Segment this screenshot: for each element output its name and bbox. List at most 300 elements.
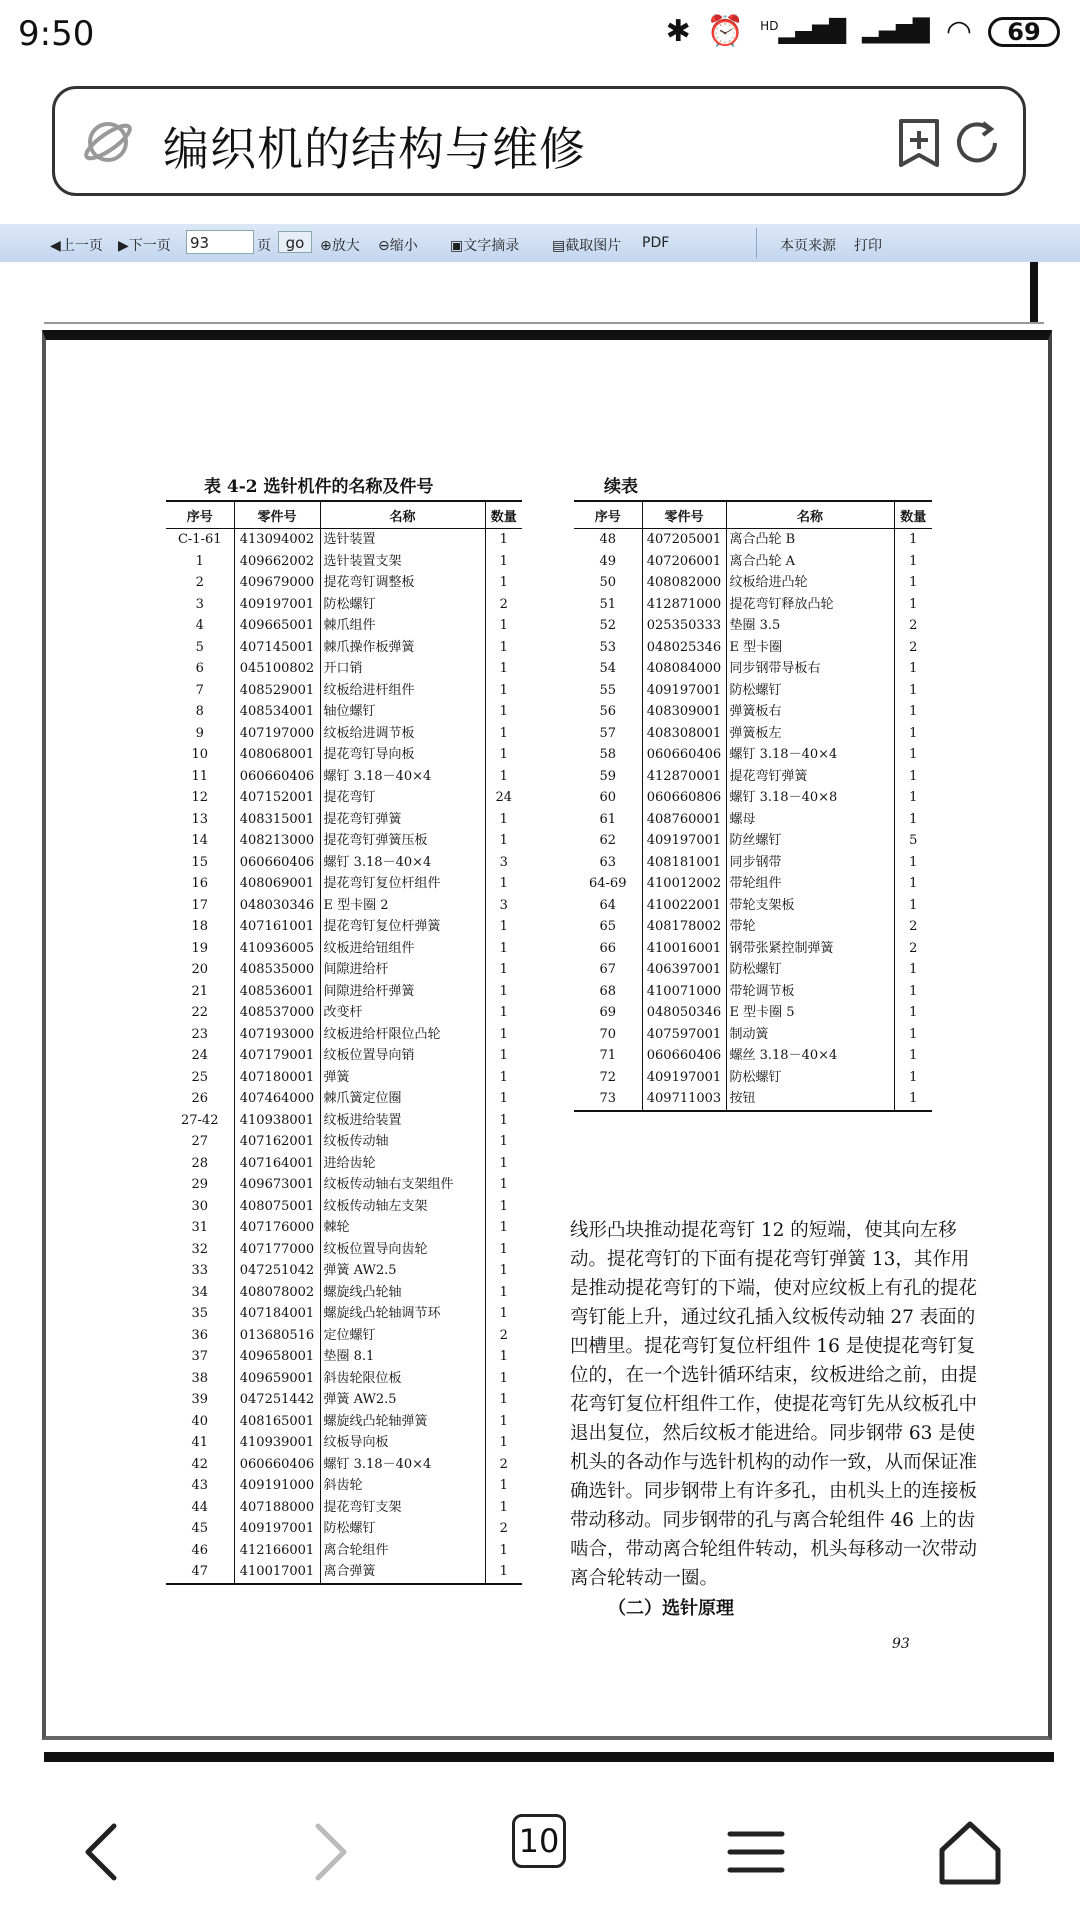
capture-image-button[interactable]: ▤截取图片 xyxy=(552,238,622,254)
row-index: 8 xyxy=(195,704,204,719)
row-index: 43 xyxy=(191,1478,209,1493)
cellular-signal-icon: $^{HD}$▂▄▆█ xyxy=(760,18,847,45)
toolbar-divider xyxy=(756,228,757,258)
row-part-number: 412166001 xyxy=(234,1540,320,1562)
status-icons xyxy=(666,14,1060,49)
row-quantity: 1 xyxy=(485,1497,522,1519)
row-part-number: 408537000 xyxy=(234,1002,320,1024)
col-header-name: 名称 xyxy=(726,501,894,529)
row-index: 19 xyxy=(191,940,209,956)
table-row xyxy=(574,701,932,723)
row-part-number: 408165001 xyxy=(234,1411,320,1433)
row-quantity: 1 xyxy=(485,809,522,831)
table-row xyxy=(574,744,932,766)
row-index: 27-42 xyxy=(181,1112,219,1128)
row-index: 30 xyxy=(191,1198,209,1214)
table-row xyxy=(574,1088,932,1111)
table-row xyxy=(574,594,932,616)
row-quantity: 1 xyxy=(485,1067,522,1089)
row-quantity: 1 xyxy=(894,809,932,831)
row-name: 垫圈 3.5 xyxy=(726,615,894,637)
row-name: 斜齿轮 xyxy=(320,1475,485,1497)
row-index: 71 xyxy=(599,1048,617,1063)
row-part-number: 408178002 xyxy=(642,916,726,938)
row-index: 72 xyxy=(599,1069,617,1085)
row-quantity: 3 xyxy=(485,895,522,917)
row-name: 同步钢带导板右 xyxy=(726,658,894,680)
row-index: 52 xyxy=(599,618,617,633)
row-name: 提花弯钉释放凸轮 xyxy=(726,594,894,616)
row-part-number: 013680516 xyxy=(234,1325,320,1347)
table-row xyxy=(166,1024,522,1046)
row-part-number: 045100802 xyxy=(234,658,320,680)
row-part-number: 408760001 xyxy=(642,809,726,831)
row-quantity: 1 xyxy=(894,1067,932,1089)
row-index: 33 xyxy=(191,1263,209,1278)
table-row xyxy=(166,1518,522,1540)
row-index: 38 xyxy=(191,1370,209,1386)
row-index: 42 xyxy=(191,1456,209,1472)
row-index: 25 xyxy=(191,1069,209,1085)
row-quantity: 1 xyxy=(894,529,932,551)
row-name: 弹簧板右 xyxy=(726,701,894,723)
row-part-number: 408082000 xyxy=(642,572,726,594)
row-index: 4 xyxy=(195,618,204,633)
table-row xyxy=(574,766,932,788)
col-header-qty: 数量 xyxy=(485,501,522,529)
row-part-number: 060660406 xyxy=(642,744,726,766)
table-row xyxy=(574,723,932,745)
back-icon[interactable] xyxy=(66,1812,146,1892)
row-name: 螺钉 3.18－40×4 xyxy=(320,1454,485,1476)
table-row xyxy=(166,1088,522,1110)
row-part-number: 048025346 xyxy=(642,637,726,659)
row-name: 改变杆 xyxy=(320,1002,485,1024)
row-name: 防松螺钉 xyxy=(726,680,894,702)
row-part-number: 409191000 xyxy=(234,1475,320,1497)
zoom-in-button[interactable]: ⊕放大 xyxy=(320,238,360,254)
body-paragraph: 线形凸块推动提花弯钉 12 的短端，使其向左移动。提花弯钉的下面有提花弯钉弹簧 13，其作用是推动提花弯钉的下端，使对应纹板上有孔的提花弯钉能上升，通过纹孔插入纹板传动轴 27 表面的凹槽里。提花弯钉复位杆组件 16 是使提花弯钉复位的，在一个选针循环结束，纹板进给之前，由提花弯钉复位杆组件工作，使提花弯钉先从纹板孔中退出复位，然后纹板才能进给。同步钢带 63 是使机头的各动作与选针机构的动作一致，从而保证准确选针。同步钢带上有许多孔，由机头上的连接板带动移动。同步钢带的孔与离合轮组件 46 上的齿啮合，带动离合轮组件转动，机头每移动一次带动离合轮转动一圈。 xyxy=(570,1220,978,1589)
row-name: 提花弯钉弹簧 xyxy=(726,766,894,788)
row-part-number: 407177000 xyxy=(234,1239,320,1261)
table-row xyxy=(166,1110,522,1132)
table-row xyxy=(166,1260,522,1282)
table-row xyxy=(166,1454,522,1476)
row-quantity: 1 xyxy=(894,1024,932,1046)
row-quantity: 1 xyxy=(485,723,522,745)
refresh-icon[interactable] xyxy=(949,115,1005,171)
row-quantity: 1 xyxy=(894,701,932,723)
row-part-number: 409711003 xyxy=(642,1088,726,1111)
row-part-number: 409197001 xyxy=(642,680,726,702)
row-name: 按钮 xyxy=(726,1088,894,1111)
row-quantity: 1 xyxy=(485,766,522,788)
table-row xyxy=(574,658,932,680)
row-quantity: 3 xyxy=(485,852,522,874)
row-index: 49 xyxy=(599,553,617,569)
row-quantity: 2 xyxy=(485,1325,522,1347)
row-index: 5 xyxy=(195,639,204,655)
row-index: 59 xyxy=(599,768,617,784)
table-row xyxy=(574,959,932,981)
table-row xyxy=(166,981,522,1003)
row-part-number: 407464000 xyxy=(234,1088,320,1110)
table-row xyxy=(574,895,932,917)
row-index: 55 xyxy=(599,682,617,698)
row-index: 29 xyxy=(191,1177,209,1192)
row-quantity: 1 xyxy=(485,1024,522,1046)
page-unit-label: 页 xyxy=(257,238,271,254)
table-continued-caption: 续表 xyxy=(604,477,638,497)
menu-icon[interactable] xyxy=(716,1812,796,1892)
next-page-button[interactable]: ▶下一页 xyxy=(118,238,171,254)
row-part-number: 410938001 xyxy=(234,1110,320,1132)
row-name: 纹板进给钮组件 xyxy=(320,938,485,960)
table-row xyxy=(166,658,522,680)
row-quantity: 1 xyxy=(485,981,522,1003)
row-index: 11 xyxy=(191,768,209,784)
row-part-number: 410016001 xyxy=(642,938,726,960)
row-name: 纹板导向板 xyxy=(320,1432,485,1454)
row-quantity: 1 xyxy=(485,637,522,659)
row-quantity: 1 xyxy=(894,787,932,809)
row-index: 12 xyxy=(191,790,209,805)
row-quantity: 1 xyxy=(485,1131,522,1153)
home-icon[interactable] xyxy=(930,1812,1010,1892)
table-row xyxy=(166,1217,522,1239)
url-bar[interactable] xyxy=(52,86,1026,196)
row-index: 47 xyxy=(166,1561,234,1584)
row-quantity: 1 xyxy=(894,551,932,573)
row-name: 制动簧 xyxy=(726,1024,894,1046)
row-index: 54 xyxy=(599,661,617,676)
wifi-icon: ◠ xyxy=(945,14,972,49)
table-row xyxy=(574,852,932,874)
pdf-button[interactable]: PDF xyxy=(642,235,670,251)
table-row xyxy=(166,701,522,723)
row-name: 带轮 xyxy=(726,916,894,938)
row-part-number: 408308001 xyxy=(642,723,726,745)
table-row xyxy=(166,594,522,616)
row-quantity: 1 xyxy=(894,873,932,895)
row-index: 23 xyxy=(191,1026,209,1042)
parts-table-left xyxy=(166,500,522,1585)
browser-nav-bar xyxy=(0,1780,1080,1920)
row-index: 14 xyxy=(191,833,209,848)
row-name: 棘爪簧定位圈 xyxy=(320,1088,485,1110)
row-part-number: 407176000 xyxy=(234,1217,320,1239)
row-index: 39 xyxy=(191,1392,209,1407)
table-row xyxy=(166,916,522,938)
table-row xyxy=(166,1303,522,1325)
row-name: 轴位螺钉 xyxy=(320,701,485,723)
row-name: 弹簧 AW2.5 xyxy=(320,1260,485,1282)
row-quantity: 1 xyxy=(485,1196,522,1218)
row-index: 24 xyxy=(191,1048,209,1063)
row-quantity: 1 xyxy=(485,615,522,637)
row-part-number: 409659001 xyxy=(234,1368,320,1390)
row-name: 防松螺钉 xyxy=(320,594,485,616)
row-name: 螺母 xyxy=(726,809,894,831)
row-name: 棘轮 xyxy=(320,1217,485,1239)
row-name: 纹板给进调节板 xyxy=(320,723,485,745)
row-part-number: 407145001 xyxy=(234,637,320,659)
row-quantity: 1 xyxy=(485,938,522,960)
row-part-number: 060660406 xyxy=(642,1045,726,1067)
row-quantity: 1 xyxy=(894,572,932,594)
row-name: 纹板位置导向齿轮 xyxy=(320,1239,485,1261)
table-row xyxy=(574,1067,932,1089)
table-row xyxy=(166,1325,522,1347)
row-index: 70 xyxy=(599,1026,617,1042)
row-quantity: 1 xyxy=(485,1045,522,1067)
row-part-number: 409658001 xyxy=(234,1346,320,1368)
table-row xyxy=(574,1045,932,1067)
page-source-button[interactable]: 本页来源 xyxy=(780,238,836,254)
row-quantity: 1 xyxy=(485,1088,522,1110)
row-part-number: 413094002 xyxy=(234,529,320,551)
row-quantity: 1 xyxy=(894,766,932,788)
row-quantity: 1 xyxy=(894,852,932,874)
table-row xyxy=(166,1153,522,1175)
row-part-number: 408309001 xyxy=(642,701,726,723)
table-row xyxy=(166,1389,522,1411)
table-row xyxy=(166,529,522,551)
row-name: 带轮支架板 xyxy=(726,895,894,917)
row-name: 防松螺钉 xyxy=(320,1518,485,1540)
bookmark-add-icon[interactable] xyxy=(891,115,947,171)
table-row xyxy=(166,1346,522,1368)
row-index: 53 xyxy=(599,639,617,655)
row-quantity: 1 xyxy=(485,572,522,594)
forward-icon[interactable] xyxy=(286,1812,366,1892)
row-quantity: 1 xyxy=(485,1260,522,1282)
row-part-number: 407188000 xyxy=(234,1497,320,1519)
row-name: 纹板位置导向销 xyxy=(320,1045,485,1067)
row-part-number: 409673001 xyxy=(234,1174,320,1196)
table-row xyxy=(166,744,522,766)
row-quantity: 1 xyxy=(894,1045,932,1067)
row-quantity: 1 xyxy=(485,873,522,895)
row-quantity: 1 xyxy=(485,1389,522,1411)
row-part-number: 408529001 xyxy=(234,680,320,702)
row-name: 选针装置支架 xyxy=(320,551,485,573)
row-name: 提花弯钉复位杆组件 xyxy=(320,873,485,895)
row-index: 67 xyxy=(599,962,617,977)
row-quantity: 1 xyxy=(485,701,522,723)
row-part-number: 047251042 xyxy=(234,1260,320,1282)
row-part-number: 408075001 xyxy=(234,1196,320,1218)
page-number: 93 xyxy=(892,1636,910,1652)
row-name: 螺钉 3.18－40×8 xyxy=(726,787,894,809)
row-index: 41 xyxy=(191,1435,209,1450)
table-row xyxy=(166,1497,522,1519)
print-button[interactable]: 打印 xyxy=(854,238,882,254)
row-index: 64-69 xyxy=(589,876,627,891)
row-name: 纹板传动轴右支架组件 xyxy=(320,1174,485,1196)
row-index: 64 xyxy=(599,897,617,913)
row-part-number: 407179001 xyxy=(234,1045,320,1067)
table-row xyxy=(166,637,522,659)
row-index: 31 xyxy=(191,1220,209,1235)
row-name: 防松螺钉 xyxy=(726,1067,894,1089)
row-index: 21 xyxy=(191,983,209,999)
row-index: 15 xyxy=(191,854,209,870)
row-part-number: 408084000 xyxy=(642,658,726,680)
row-quantity: 5 xyxy=(894,830,932,852)
document-viewer[interactable] xyxy=(0,262,1080,1780)
row-name: E 型卡圈 5 xyxy=(726,1002,894,1024)
table-row xyxy=(166,1131,522,1153)
row-quantity: 1 xyxy=(485,959,522,981)
row-part-number: 060660806 xyxy=(642,787,726,809)
row-part-number: 409197001 xyxy=(642,830,726,852)
row-index: 46 xyxy=(191,1542,209,1558)
row-part-number: 060660406 xyxy=(234,766,320,788)
row-part-number: 408078002 xyxy=(234,1282,320,1304)
row-quantity: 2 xyxy=(485,594,522,616)
row-quantity: 1 xyxy=(485,1368,522,1390)
row-name: 开口销 xyxy=(320,658,485,680)
table-row xyxy=(166,852,522,874)
tabs-button[interactable]: 10 xyxy=(512,1814,566,1868)
row-name: 离合凸轮 B xyxy=(726,529,894,551)
row-index: 1 xyxy=(195,553,204,569)
table-row xyxy=(166,1239,522,1261)
row-index: 7 xyxy=(195,682,204,698)
cellular-signal-2-icon: ▂▄▆█ xyxy=(862,19,930,44)
row-part-number: 410936005 xyxy=(234,938,320,960)
row-name: 螺旋线凸轮轴调节环 xyxy=(320,1303,485,1325)
zoom-out-button[interactable]: ⊖缩小 xyxy=(378,238,418,254)
row-index: 51 xyxy=(599,596,617,612)
row-part-number: 407184001 xyxy=(234,1303,320,1325)
row-index: 22 xyxy=(191,1005,209,1020)
row-quantity: 1 xyxy=(485,658,522,680)
row-quantity: 1 xyxy=(485,1110,522,1132)
text-extract-button[interactable]: ▣文字摘录 xyxy=(450,238,520,254)
row-name: 棘爪操作板弹簧 xyxy=(320,637,485,659)
row-part-number: 048030346 xyxy=(234,895,320,917)
row-name: 纹板进给杆限位凸轮 xyxy=(320,1024,485,1046)
table-row xyxy=(574,981,932,1003)
row-quantity: 1 xyxy=(894,658,932,680)
row-name: 带轮调节板 xyxy=(726,981,894,1003)
table-row xyxy=(166,1411,522,1433)
row-quantity: 1 xyxy=(485,1540,522,1562)
row-quantity: 1 xyxy=(485,680,522,702)
row-part-number: 407597001 xyxy=(642,1024,726,1046)
table-row xyxy=(166,680,522,702)
page-number-input[interactable]: 93 xyxy=(186,230,254,254)
status-bar xyxy=(0,0,1080,72)
table-row xyxy=(166,830,522,852)
row-part-number: 410012002 xyxy=(642,873,726,895)
row-index: 3 xyxy=(195,596,204,612)
row-name: 离合凸轮 A xyxy=(726,551,894,573)
row-name: 螺钉 3.18－40×4 xyxy=(320,766,485,788)
row-part-number: 407161001 xyxy=(234,916,320,938)
section-subheading: （二）选针原理 xyxy=(608,1598,734,1619)
row-name: 螺丝 3.18－40×4 xyxy=(726,1045,894,1067)
row-part-number: 407197000 xyxy=(234,723,320,745)
row-part-number: 409665001 xyxy=(234,615,320,637)
row-part-number: 407152001 xyxy=(234,787,320,809)
row-part-number: 407162001 xyxy=(234,1131,320,1153)
row-name: 同步钢带 xyxy=(726,852,894,874)
row-part-number: 412870001 xyxy=(642,766,726,788)
row-index: 56 xyxy=(599,704,617,719)
table-row xyxy=(574,551,932,573)
row-name: 螺钉 3.18－40×4 xyxy=(726,744,894,766)
row-part-number: 407180001 xyxy=(234,1067,320,1089)
table-row xyxy=(166,766,522,788)
table-row xyxy=(574,1024,932,1046)
row-index: C-1-61 xyxy=(177,532,222,547)
row-index: 58 xyxy=(599,747,617,762)
row-quantity: 1 xyxy=(894,723,932,745)
row-quantity: 1 xyxy=(894,981,932,1003)
row-part-number: 047251442 xyxy=(234,1389,320,1411)
row-name: 纹板进给装置 xyxy=(320,1110,485,1132)
parts-table-right xyxy=(574,500,932,1112)
row-quantity: 1 xyxy=(485,1411,522,1433)
row-index: 6 xyxy=(195,661,204,676)
row-part-number: 408068001 xyxy=(234,744,320,766)
row-part-number: 408069001 xyxy=(234,873,320,895)
table-row xyxy=(166,551,522,573)
table-row xyxy=(166,1196,522,1218)
document-page xyxy=(42,330,1052,1740)
table-row xyxy=(166,1282,522,1304)
row-part-number: 412871000 xyxy=(642,594,726,616)
prev-page-button[interactable]: ◀上一页 xyxy=(50,238,103,254)
row-index: 61 xyxy=(599,811,617,827)
row-index: 65 xyxy=(599,919,617,934)
table-row xyxy=(574,916,932,938)
row-name: 纹板传动轴左支架 xyxy=(320,1196,485,1218)
row-part-number: 407206001 xyxy=(642,551,726,573)
table-row xyxy=(574,637,932,659)
row-quantity: 1 xyxy=(894,680,932,702)
table-row xyxy=(166,1368,522,1390)
row-index: 32 xyxy=(191,1241,209,1257)
row-part-number: 408534001 xyxy=(234,701,320,723)
row-quantity: 1 xyxy=(485,830,522,852)
row-index: 34 xyxy=(191,1284,209,1300)
row-index: 44 xyxy=(191,1499,209,1515)
go-button[interactable]: go xyxy=(278,231,312,253)
row-name: 弹簧 AW2.5 xyxy=(320,1389,485,1411)
viewer-toolbar xyxy=(0,224,1080,263)
row-part-number: 410017001 xyxy=(234,1561,320,1584)
table-row xyxy=(574,572,932,594)
row-index: 73 xyxy=(574,1088,642,1111)
row-quantity: 1 xyxy=(485,1002,522,1024)
table-row xyxy=(574,809,932,831)
row-quantity: 1 xyxy=(485,744,522,766)
table-row xyxy=(166,1067,522,1089)
row-part-number: 409662002 xyxy=(234,551,320,573)
row-index: 16 xyxy=(191,876,209,891)
row-name: 防松螺钉 xyxy=(726,959,894,981)
row-quantity: 1 xyxy=(894,895,932,917)
row-part-number: 408535000 xyxy=(234,959,320,981)
row-part-number: 407205001 xyxy=(642,529,726,551)
row-part-number: 407164001 xyxy=(234,1153,320,1175)
row-quantity: 1 xyxy=(485,916,522,938)
row-name: 螺旋线凸轮轴弹簧 xyxy=(320,1411,485,1433)
